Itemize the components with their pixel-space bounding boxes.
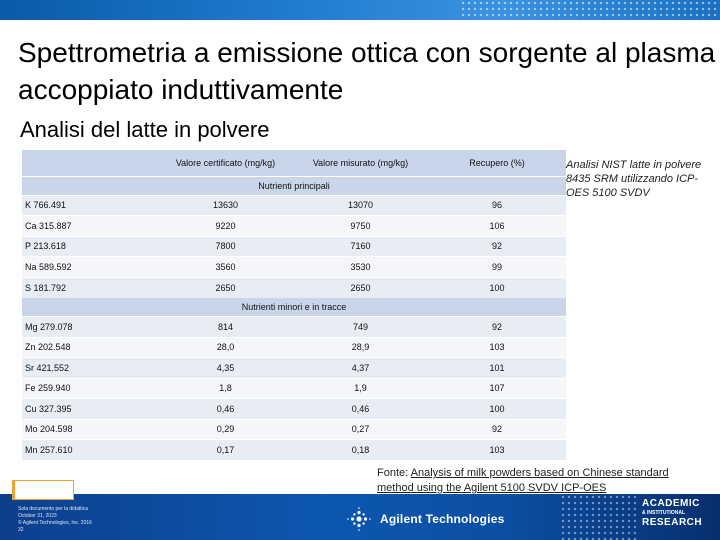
- table-row: [22, 378, 566, 399]
- cell-measured: 1,9: [293, 378, 428, 399]
- section-label-major: Nutrienti principali: [22, 176, 566, 195]
- academic-research-logo: [642, 498, 720, 540]
- header-cell-element: [22, 150, 158, 176]
- header-cell-recovery: Recupero (%): [428, 150, 566, 176]
- cell-recovery: 92: [428, 419, 566, 440]
- table-row: [22, 236, 566, 257]
- footer-line-1: Sola documento per la didattica: [18, 506, 89, 512]
- source-prefix: Fonte:: [377, 467, 411, 479]
- cell-certified: 13630: [158, 195, 293, 216]
- cell-measured: 0,46: [293, 399, 428, 420]
- academic-line-2: & INSTITUTIONAL: [642, 510, 686, 516]
- cell-measured: 13070: [293, 195, 428, 216]
- cell-measured: 3530: [293, 257, 428, 278]
- cell-certified: 9220: [158, 216, 293, 237]
- cell-measured: 9750: [293, 216, 428, 237]
- results-table: [22, 150, 566, 460]
- orange-tab-marker: [12, 480, 74, 500]
- table-row: [22, 358, 566, 379]
- cell-certified: 3560: [158, 257, 293, 278]
- table-header-row: [22, 150, 566, 176]
- cell-element: Zn 202.548: [22, 337, 158, 358]
- agilent-wordmark: Agilent Technologies: [380, 512, 505, 526]
- cell-certified: 0,46: [158, 399, 293, 420]
- table-row: [22, 317, 566, 338]
- cell-recovery: 103: [428, 440, 566, 461]
- source-citation: [377, 466, 707, 496]
- table-row: [22, 419, 566, 440]
- cell-certified: 7800: [158, 236, 293, 257]
- footer-line-2: October 31, 2023: [18, 513, 57, 519]
- table-row: [22, 440, 566, 461]
- cell-measured: 0,27: [293, 419, 428, 440]
- cell-recovery: 92: [428, 236, 566, 257]
- section-row-minor: [22, 298, 566, 317]
- cell-certified: 2650: [158, 277, 293, 298]
- cell-measured: 749: [293, 317, 428, 338]
- cell-element: Mo 204.598: [22, 419, 158, 440]
- footer-info: [18, 506, 158, 534]
- cell-recovery: 100: [428, 277, 566, 298]
- cell-measured: 28,9: [293, 337, 428, 358]
- cell-recovery: 99: [428, 257, 566, 278]
- agilent-spark-icon: [346, 506, 372, 532]
- footer-line-3: © Agilent Technologies, Inc. 2016: [18, 520, 92, 526]
- footer-line-4: 32: [18, 527, 24, 533]
- cell-recovery: 101: [428, 358, 566, 379]
- source-link[interactable]: Analysis of milk powders based on Chinese standard method using the Agilent 5100 SVDV ICP-OES: [377, 467, 669, 494]
- section-label-minor: Nutrienti minori e in tracce: [22, 298, 566, 317]
- cell-element: K 766.491: [22, 195, 158, 216]
- footer-dot-pattern: [560, 494, 640, 540]
- academic-line-1: ACADEMIC: [642, 498, 700, 509]
- slide-subtitle: Analisi del latte in polvere: [20, 117, 270, 142]
- cell-element: Ca 315.887: [22, 216, 158, 237]
- cell-measured: 7160: [293, 236, 428, 257]
- cell-element: Mn 257.610: [22, 440, 158, 461]
- cell-certified: 28,0: [158, 337, 293, 358]
- cell-element: Cu 327.395: [22, 399, 158, 420]
- cell-certified: 0,29: [158, 419, 293, 440]
- table-row: [22, 257, 566, 278]
- section-row-major: [22, 176, 566, 195]
- academic-line-3: RESEARCH: [642, 517, 703, 528]
- cell-measured: 4,37: [293, 358, 428, 379]
- top-banner: [0, 0, 720, 20]
- cell-certified: 814: [158, 317, 293, 338]
- cell-certified: 0,17: [158, 440, 293, 461]
- side-note: Analisi NIST latte in polvere 8435 SRM utilizzando ICP-OES 5100 SVDV: [566, 159, 702, 199]
- cell-element: S 181.792: [22, 277, 158, 298]
- cell-element: P 213.618: [22, 236, 158, 257]
- header-cell-certified: Valore certificato (mg/kg): [158, 150, 293, 176]
- cell-element: Mg 279.078: [22, 317, 158, 338]
- cell-measured: 2650: [293, 277, 428, 298]
- table-row: [22, 216, 566, 237]
- table-row: [22, 277, 566, 298]
- table-row: [22, 195, 566, 216]
- slide-title: Spettrometria a emissione ottica con sorgente al plasma accoppiato induttivamente: [18, 37, 716, 105]
- cell-recovery: 100: [428, 399, 566, 420]
- cell-recovery: 106: [428, 216, 566, 237]
- cell-element: Fe 259.940: [22, 378, 158, 399]
- cell-element: Na 589.592: [22, 257, 158, 278]
- results-table-container: [22, 150, 566, 460]
- cell-recovery: 107: [428, 378, 566, 399]
- cell-recovery: 92: [428, 317, 566, 338]
- table-row: [22, 337, 566, 358]
- cell-certified: 4,35: [158, 358, 293, 379]
- banner-dot-pattern: [460, 0, 720, 20]
- header-cell-measured: Valore misurato (mg/kg): [293, 150, 428, 176]
- cell-recovery: 96: [428, 195, 566, 216]
- cell-recovery: 103: [428, 337, 566, 358]
- cell-element: Sr 421.552: [22, 358, 158, 379]
- cell-measured: 0,18: [293, 440, 428, 461]
- table-row: [22, 399, 566, 420]
- cell-certified: 1,8: [158, 378, 293, 399]
